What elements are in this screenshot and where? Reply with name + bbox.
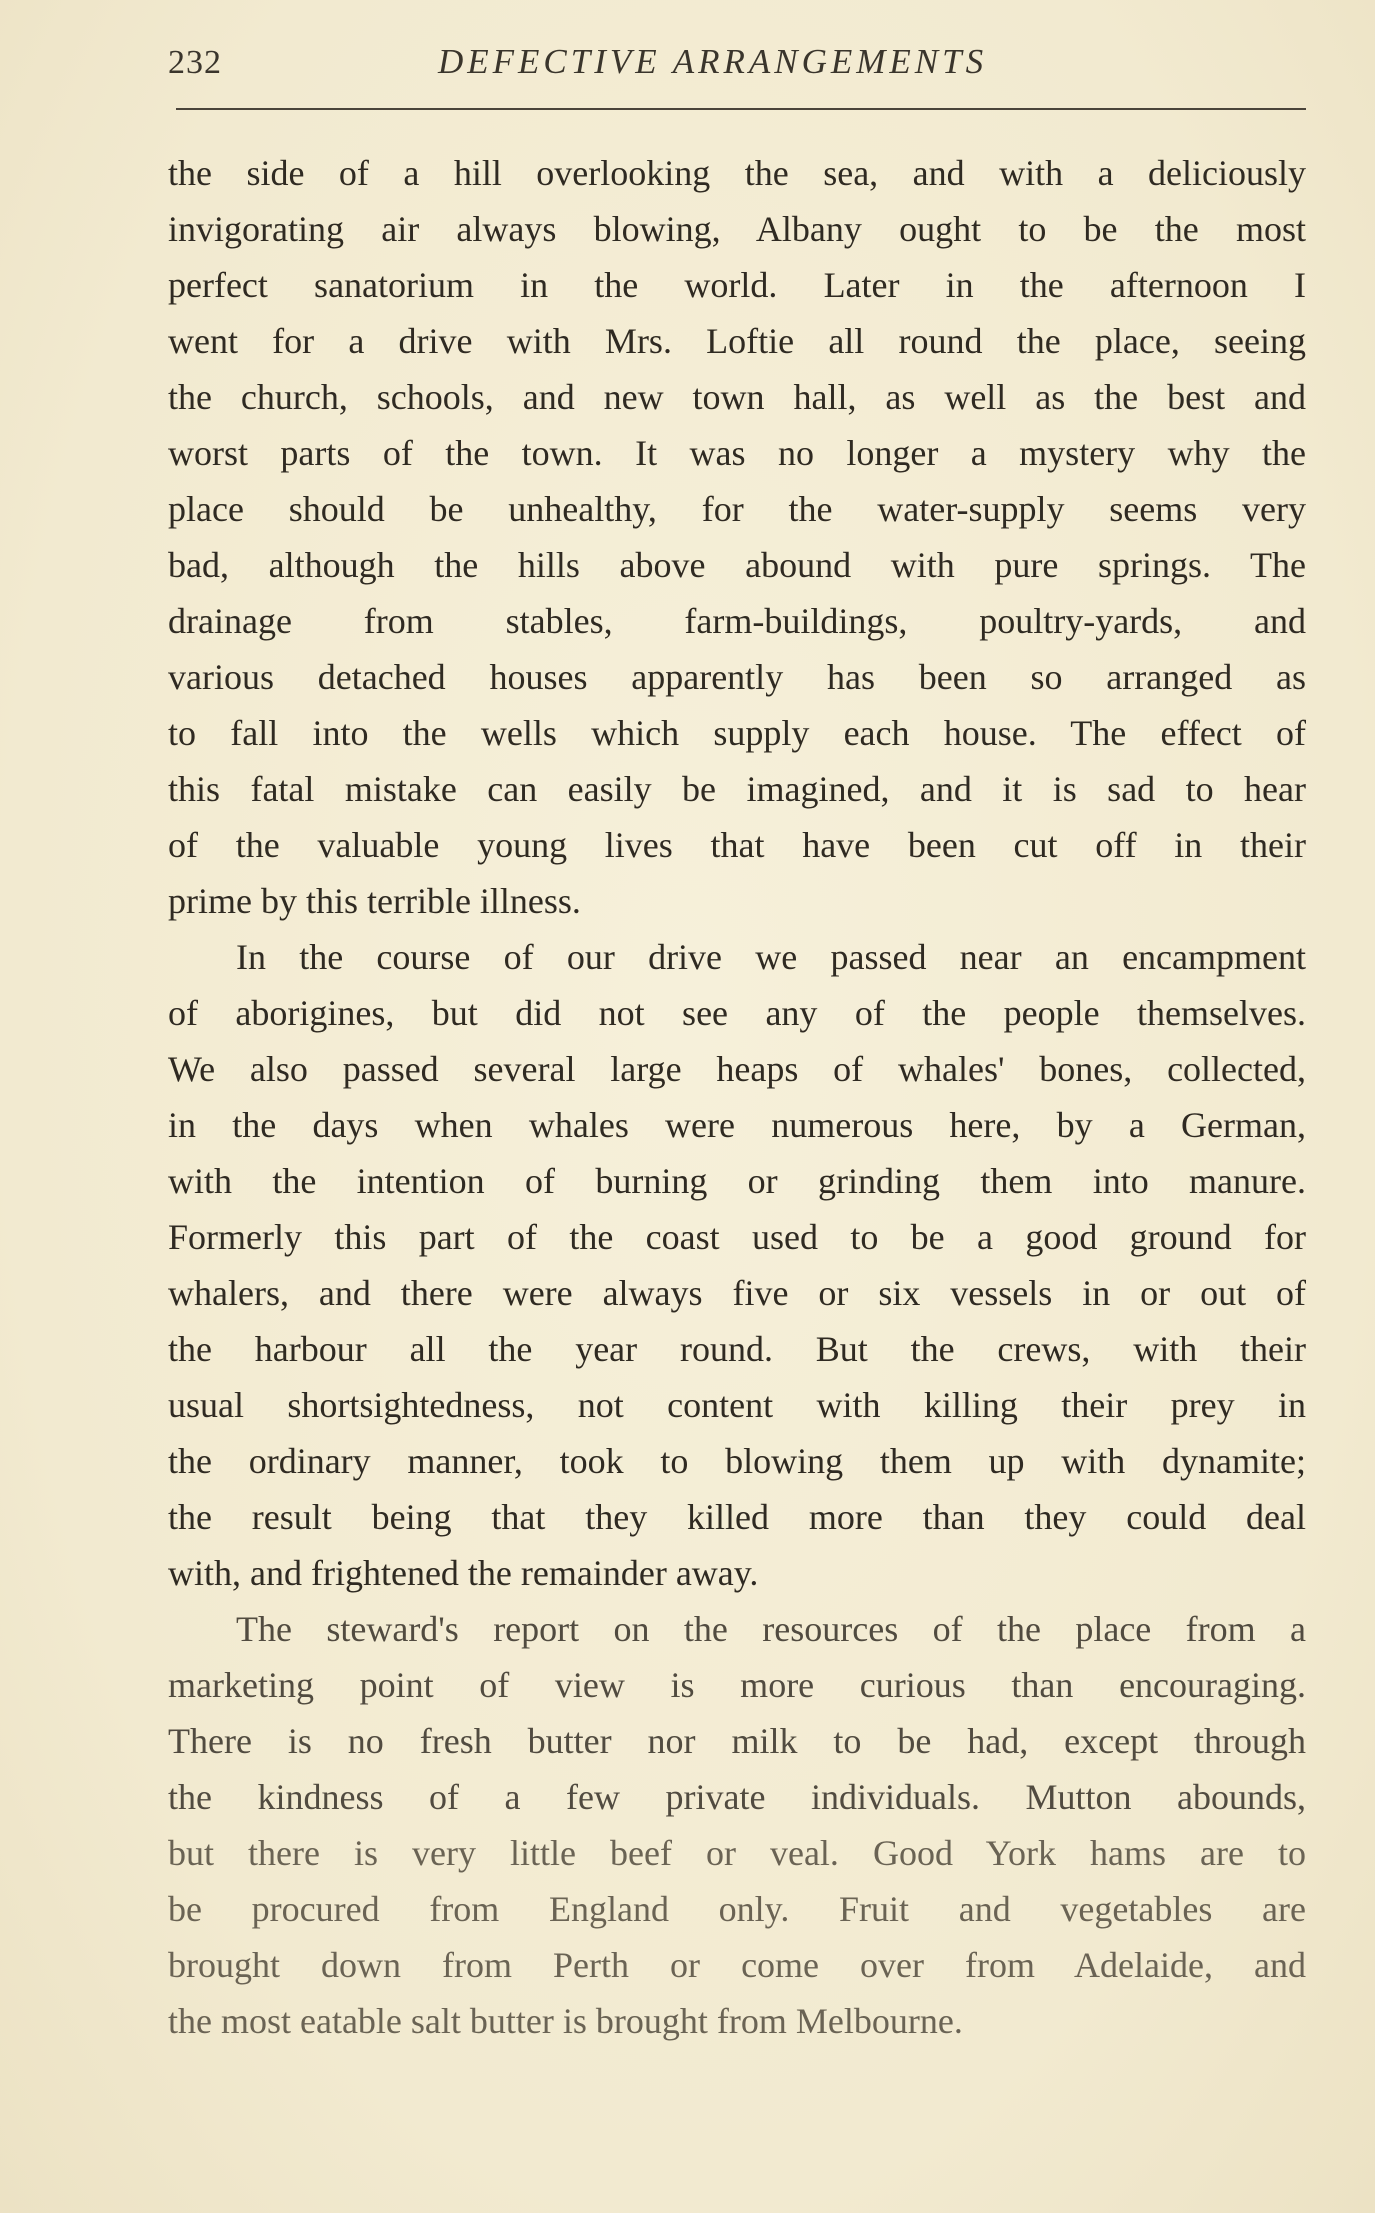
text-line: the kindness of a few private individuals. Mutton abounds, [168,1777,1306,1817]
text-line: to fall into the wells which supply each house. The effect of [168,713,1306,753]
paragraph-start-line: In the course of our drive we passed near an encampment [236,937,1306,977]
text-line: the ordinary manner, took to blowing them up with dynamite; [168,1441,1306,1481]
text-line: brought down from Perth or come over from Adelaide, and [168,1945,1306,1985]
text-line: marketing point of view is more curious than encouraging. [168,1665,1306,1705]
text-line: the church, schools, and new town hall, as well as the best and [168,377,1306,417]
text-line: whalers, and there were always five or six vessels in or out of [168,1273,1306,1313]
text-line: perfect sanatorium in the world. Later in the afternoon I [168,265,1306,305]
text-line: There is no fresh butter nor milk to be had, except through [168,1721,1306,1761]
page-number: 232 [168,44,222,81]
text-line: of aborigines, but did not see any of the people themselves. [168,993,1306,1033]
text-line: but there is very little beef or veal. Good York hams are to [168,1833,1306,1873]
text-line: went for a drive with Mrs. Loftie all round the place, seeing [168,321,1306,361]
text-line: the result being that they killed more than they could deal [168,1497,1306,1537]
body-text [168,145,1306,2049]
text-line: worst parts of the town. It was no longer a mystery why the [168,433,1306,473]
text-line: with the intention of burning or grinding them into manure. [168,1161,1306,1201]
text-line: be procured from England only. Fruit and vegetables are [168,1889,1306,1929]
running-title: DEFECTIVE ARRANGEMENTS [438,42,988,81]
text-line: the harbour all the year round. But the crews, with their [168,1329,1306,1369]
header-rule [176,108,1306,110]
text-line: various detached houses apparently has been so arranged as [168,657,1306,697]
paragraph-end-line: with, and frightened the remainder away. [168,1553,759,1593]
text-line: this fatal mistake can easily be imagined, and it is sad to hear [168,769,1306,809]
text-line: bad, although the hills above abound with pure springs. The [168,545,1306,585]
text-line: We also passed several large heaps of whales' bones, collected, [168,1049,1306,1089]
text-line: invigorating air always blowing, Albany ought to be the most [168,209,1306,249]
text-line: place should be unhealthy, for the water-supply seems very [168,489,1306,529]
text-line: Formerly this part of the coast used to be a good ground for [168,1217,1306,1257]
paragraph-end-line: the most eatable salt butter is brought from Melbourne. [168,2001,963,2041]
text-line: usual shortsightedness, not content with killing their prey in [168,1385,1306,1425]
paragraph-end-line: prime by this terrible illness. [168,881,581,921]
text-line: in the days when whales were numerous here, by a German, [168,1105,1306,1145]
paragraph-start-line: The steward's report on the resources of the place from a [236,1609,1306,1649]
running-head [168,38,1308,88]
text-line: drainage from stables, farm-buildings, poultry-yards, and [168,601,1306,641]
text-line: the side of a hill overlooking the sea, and with a deliciously [168,153,1306,193]
text-line: of the valuable young lives that have been cut off in their [168,825,1306,865]
